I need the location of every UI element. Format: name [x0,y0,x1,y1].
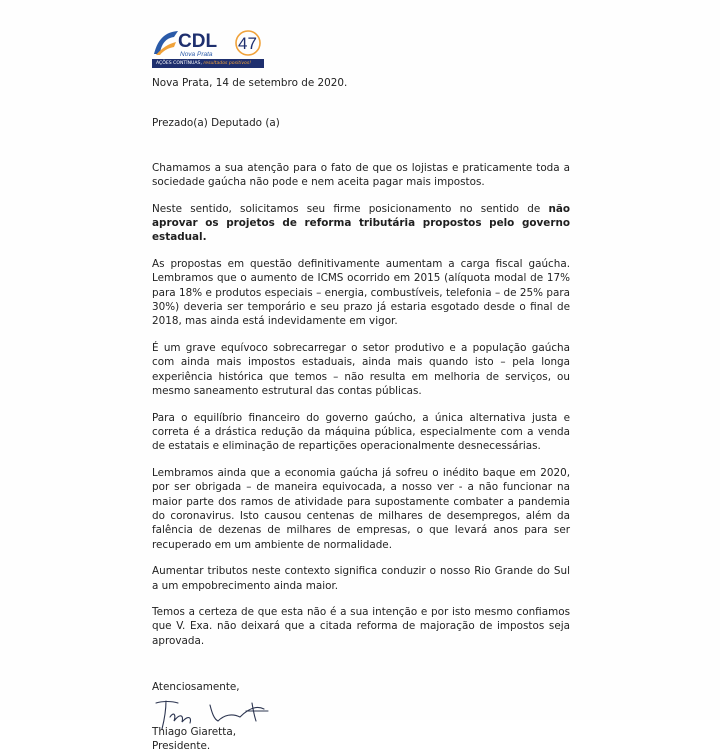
signer-name: Thiago Giaretta, [152,725,237,738]
cdl-logo-mark [152,28,264,59]
letter-body [152,76,570,751]
logo-tagline [152,59,264,68]
logo-brand-text: CDL [178,31,218,52]
signer-role: Presidente. [152,739,211,752]
paragraph-8: Temos a certeza de que esta não é a sua intenção e por isto mesmo confiamos que V. Exa. não deixará que a citada reforma de majoração de impostos seja aprovada. [152,605,570,647]
letter-date: Nova Prata, 14 de setembro de 2020. [152,77,348,89]
paragraph-1: Chamamos a sua atenção para o fato de que os lojistas e praticamente toda a sociedade gaúcha não pode e nem aceita pagar mais impostos. [152,161,570,189]
paragraph-3: As propostas em questão definitivamente aumentam a carga fiscal gaúcha. Lembramos que o aumento de ICMS ocorrido em 2015 (alíquota modal de 17% para 18% e produtos especiais – energia, combustíveis, telefonia – de 25% para 30%) deveria ser temporário e seu prazo já estaria esgotado desde o final de 2018, mas ainda está indevidamente em vigor. [152,257,570,328]
logo-years-text: 47 [238,34,257,53]
paragraph-7: Aumentar tributos neste contexto significa conduzir o nosso Rio Grande do Sul a um empobrecimento ainda maior. [152,565,570,592]
paragraph-2 [152,202,570,245]
logo-tagline-a: AÇÕES CONTÍNUAS, [156,61,202,66]
paragraph-4: É um grave equívoco sobrecarregar o setor produtivo e a população gaúcha com ainda mais impostos estaduais, ainda mais quando isto – pela longa experiência histórica que temos – não resulta em melhoria de serviços, ou mesmo saneamento estrutural das contas públicas. [152,341,570,398]
signature-block [152,695,570,751]
cdl-logo [152,28,264,68]
paragraph-6: Lembramos ainda que a economia gaúcha já sofreu o inédito baque em 2020, por ser obrigada – de maneira equivocada, a nosso ver - a não funcionar na maior parte dos ramos de atividade para supostamente combater a pandemia do coronavirus. Isto causou centenas de milhares de desempregos, além da falência de dezenas de milhares de empresas, o que levará anos para ser recuperado em um ambiente de normalidade. [152,466,570,551]
logo-tagline-b: resultados positivos! [203,61,252,66]
letter-closing: Atenciosamente, [152,681,240,694]
paragraph-5: Para o equilíbrio financeiro do governo gaúcho, a única alternativa justa e correta é a drástica redução da máquina pública, especialmente com a venda de estatais e eliminação de repartições operacionalmente desnecessárias. [152,411,570,453]
paragraph-2-text: Neste sentido, solicitamos seu firme posicionamento no sentido de [152,202,549,215]
letter-salutation: Prezado(a) Deputado (a) [152,117,280,130]
paragraph-2-emphasis: não aprovar os projetos de reforma tributária propostos pelo governo estadual. [152,202,570,244]
logo-sub-text: Nova Prata [180,51,213,58]
